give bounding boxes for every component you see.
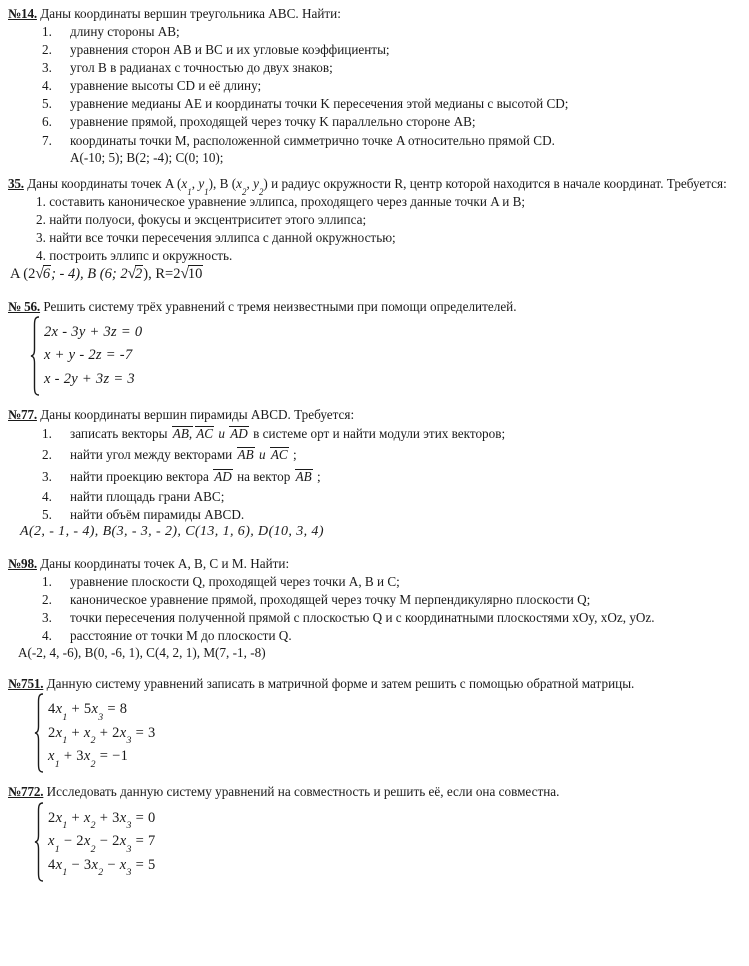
list-item [8,77,743,94]
list-item-text: каноническое уравнение прямой, проходящей через точку M перпендикулярно плоскости Q; [70,591,591,607]
equation-system-772 [8,802,743,882]
list-item-text: уравнения сторон AB и BC и их угловые коэффициенты; [70,41,390,57]
list-item [8,95,743,112]
list-item-text-pre: найти проекцию вектора [70,468,213,484]
equation: $x_1 - 2x_2 - 2x_3 = 7$ [48,833,156,855]
problem-title-after: ) и радиус окружности R, центр которой находится в начале координат. Требуется: [263,176,727,192]
problem-98-heading [8,556,743,572]
list-item-text: длину стороны AB; [70,23,180,39]
conjunction: и [255,447,269,463]
list-item-text: уравнение плоскости Q, проходящей через точки A, B и C; [70,573,400,589]
list-item [8,488,743,505]
list-item [8,113,743,130]
problem-number: №751. [8,675,44,691]
radical-6 [35,265,51,283]
list-marker: 2. [42,447,52,463]
problem-77-coordinates: A(2, - 1, - 4), B(3, - 3, - 2), C(13, 1, 6), D(10, 3, 4) [20,524,324,540]
var-x1: x [181,176,188,192]
equation: $2x_1 + x_2 + 3x_3 = 0$ [48,809,156,832]
list-marker: 5. [42,96,52,112]
list-item [8,132,743,149]
list-marker: 4. [42,78,52,94]
equation-list [41,316,142,396]
problem-35 [8,176,743,283]
list-item [8,23,743,40]
list-item-text: уравнение высоты CD и её длину; [70,78,262,94]
list-item-text-pre: записать векторы [70,425,171,441]
list-item-text: угол B в радианах с точностью до двух знаков; [70,59,333,75]
list-item [8,193,743,210]
list-marker: 4. [42,489,52,505]
radical-10 [180,265,203,283]
problem-14-heading [8,6,743,22]
problem-98-coordinates: A(-2, 4, -6), B(0, -6, 1), C(4, 2, 1), M(7, -1, -8) [18,645,266,661]
list-item [8,445,743,465]
radicand: 2 [135,266,143,283]
problem-title: Даны координаты точек A, B, C и M. Найти: [40,555,290,571]
list-item-text: уравнение медианы AE и координаты точки K пересечения этой медианы с высотой CD; [70,96,569,112]
list-item-text: 2. найти полуоси, фокусы и эксцентриситет этого эллипса; [36,211,367,227]
list-marker: 3. [42,468,52,484]
list-item-text: найти площадь грани ABC; [70,489,225,505]
vector-ad: AD [230,425,248,441]
list-item [8,627,743,644]
problem-14 [8,6,743,165]
list-item-text: 3. найти все точки пересечения эллипса с данной окружностью; [36,230,396,246]
list-item-text-post: ; [313,468,321,484]
list-marker: 1. [42,425,52,441]
left-brace [34,802,45,882]
list-item-text: уравнение прямой, проходящей через точку K параллельно стороне AB; [70,114,476,130]
equation-system-751 [8,693,743,773]
equation: x + y - 2z = -7 [44,347,133,364]
problem-35-heading: 35. Даны координаты точек A ($x_1$, $y_1$), B ($x_2$, $y_2$) и радиус окружности R, центр которой находится в начале координат. Требуется: [8,176,727,197]
list-item [8,424,743,444]
var-y1: y [198,176,205,192]
problem-56-heading [8,299,743,315]
list-marker: 3. [42,609,52,625]
var-y2: y [253,176,259,192]
list-item [8,229,743,246]
equation-list [45,693,156,773]
vector-ac: AC [270,447,288,463]
problem-number: №98. [8,555,37,571]
var-x2: x [236,176,242,192]
point-a-value [10,266,51,282]
problem-98 [8,556,743,661]
list-item-text: расстояние от точки M до плоскости Q. [70,627,292,643]
vector-ac: AC [196,425,214,441]
list-marker: 5. [42,507,52,523]
list-item [8,247,743,264]
equation: $x_1 + 3x_2 = -1$ [48,748,129,770]
list-item [8,59,743,76]
list-marker: 6. [42,114,52,130]
list-item-text-post: в системе орт и найти модули этих векторов; [249,425,506,441]
equation-list [45,802,156,882]
problem-number: №77. [8,407,37,423]
radical-sign: √ [180,265,189,283]
problem-title: Данную систему уравнений записать в матричной форме и затем решить с помощью обратной матрицы. [46,675,635,691]
problem-title: Даны координаты вершин треугольника ABC. Найти: [40,6,341,21]
problem-35-list [8,193,743,265]
list-item-text: 4. построить эллипс и окружность. [36,248,233,264]
radicand: 10 [187,266,203,283]
radical-sign: √ [35,265,44,283]
vector-ab: AB [237,447,254,463]
vector-ab: AB [295,468,312,484]
list-item-text-pre: найти угол между векторами [70,447,236,463]
list-marker: 1. [42,23,52,39]
problem-77-heading [8,407,743,423]
problem-14-coordinates: A(-10; 5); B(2; -4); C(0; 10); [70,149,224,165]
list-item-text-post: ; [289,447,297,463]
problem-title: Исследовать данную систему уравнений на совместность и решить её, если она совместна. [46,784,560,800]
conjunction: на вектор [233,468,294,484]
list-item [8,591,743,608]
list-item-text: найти объём пирамиды ABCD. [70,507,245,523]
equation: 2x - 3y + 3z = 0 [44,323,143,340]
list-marker: 1. [42,573,52,589]
vector-ab: AB, [172,425,193,441]
var-x2-sub: 2 [242,186,247,197]
problem-number: №772. [8,784,44,800]
equation: x - 2y + 3z = 3 [44,370,135,387]
var-y2-sub: 2 [258,186,264,197]
list-item-text: координаты точки M, расположенной симметрично точке A относительно прямой CD. [70,132,555,148]
equation: $2x_1 + x_2 + 2x_3 = 3$ [48,724,156,747]
point-a-mid: ; - 4), B (6; 2 [51,266,128,283]
point-a-prefix: A (2 [10,266,36,283]
list-item [8,506,743,523]
var-x1-sub: 1 [187,186,192,197]
list-item-text: 1. составить каноническое уравнение эллипса, проходящего через данные точки A и B; [36,193,526,209]
list-item [8,609,743,626]
problem-772 [8,784,743,882]
equation: $4x_1 - 3x_2 - x_3 = 5$ [48,856,156,879]
radical-sign: √ [127,265,137,283]
problem-14-list [8,23,743,149]
list-marker: 7. [42,132,52,148]
list-marker: 2. [42,41,52,57]
list-marker: 3. [42,59,52,75]
problem-77 [8,407,743,541]
problem-35-coordinates [8,265,743,283]
vector-ad: AD [214,468,232,484]
problem-title: Решить систему трёх уравнений с тремя неизвестными при помощи определителей. [43,298,517,314]
list-marker: 2. [42,591,52,607]
problem-title-before: Даны координаты точек A ( [27,176,182,192]
equation-system-56 [8,316,743,396]
list-item [8,467,743,487]
problem-title: Даны координаты вершин пирамиды ABCD. Требуется: [40,407,355,423]
radicand: 6 [42,266,51,283]
problem-772-heading [8,784,743,800]
problem-77-list [8,424,743,524]
radius-prefix: ), R=2 [143,266,181,283]
left-brace [30,316,41,396]
equation: $4x_1 + 5x_3 = 8$ [48,701,128,723]
list-item [8,211,743,228]
problem-98-list [8,573,743,645]
problem-number: № 56. [8,298,41,314]
left-brace [34,693,45,773]
conjunction: и [215,425,229,441]
list-item [8,573,743,590]
list-marker: 4. [42,627,52,643]
problem-751 [8,676,743,774]
list-item [8,41,743,58]
list-item-text: точки пересечения полученной прямой с плоскостью Q и с координатными плоскостями xOy, xOz, yOz. [70,609,655,625]
problem-number: 35. [8,176,24,192]
var-y1-sub: 1 [204,186,209,197]
radical-2 [128,265,144,283]
problem-number: №14. [8,6,37,21]
problem-751-heading [8,676,743,692]
problem-title-mid: ), B ( [208,176,237,192]
problem-56 [8,299,743,397]
